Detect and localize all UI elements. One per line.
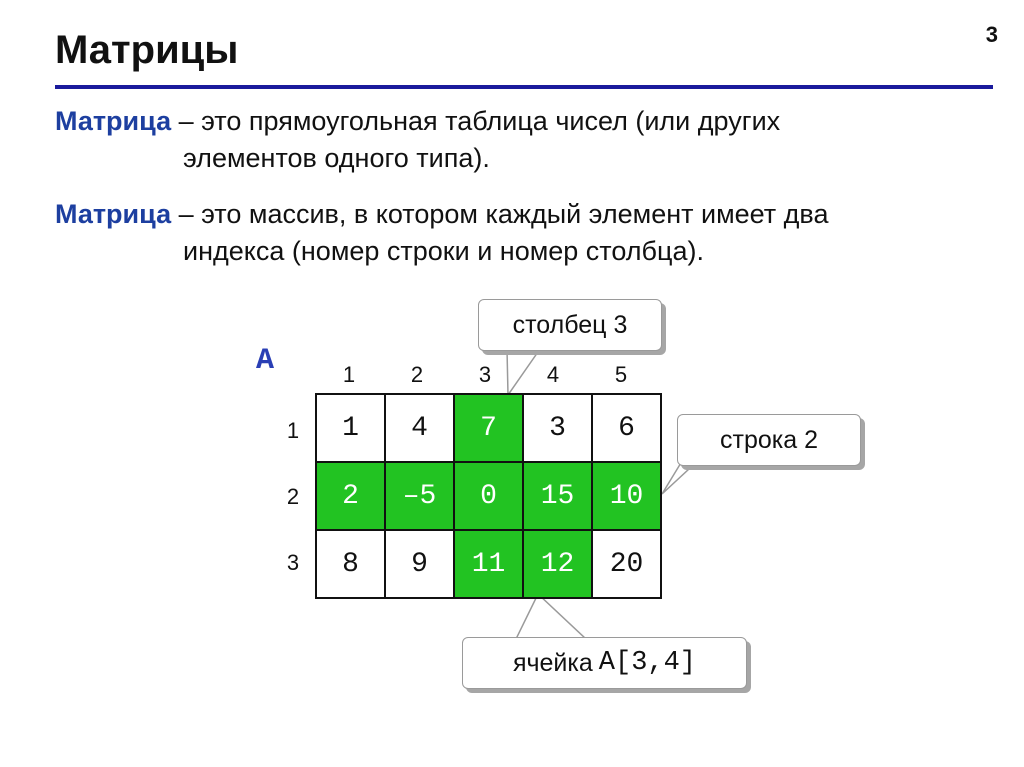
cell-callout-pointer	[516, 594, 586, 639]
row-index: 1	[286, 418, 300, 443]
column-index: 4	[546, 362, 560, 387]
row-callout	[677, 414, 861, 466]
matrix-cell: 6	[592, 394, 661, 462]
column-index: 1	[342, 362, 356, 387]
matrix-cell: 4	[385, 394, 454, 462]
matrix-row	[316, 462, 661, 530]
cell-callout	[462, 637, 747, 689]
page-number: 3	[985, 22, 998, 47]
cell-callout-ref: A[3,4]	[598, 648, 697, 678]
definition-text: – это прямоугольная таблица чисел (или других	[171, 106, 781, 136]
slide-title: Матрицы	[55, 28, 239, 72]
matrix-cell-highlighted: 11	[454, 530, 523, 598]
cell-callout-label: ячейка	[512, 648, 593, 677]
matrix-cell-highlighted: 7	[454, 394, 523, 462]
matrix-cell-highlighted: 2	[316, 462, 385, 530]
matrix-row	[316, 394, 661, 462]
column-callout-pointer	[507, 349, 540, 395]
row-index: 3	[286, 550, 300, 575]
column-index: 5	[614, 362, 628, 387]
matrix-cell: 3	[523, 394, 592, 462]
matrix-cell: 20	[592, 530, 661, 598]
matrix-cell-highlighted: –5	[385, 462, 454, 530]
column-callout-label: столбец 3	[512, 310, 628, 339]
row-index: 2	[286, 484, 300, 509]
matrix-cell: 1	[316, 394, 385, 462]
matrix-cell: 8	[316, 530, 385, 598]
matrix-cell-highlighted: 0	[454, 462, 523, 530]
column-callout	[478, 299, 662, 351]
definition-term: Матрица	[55, 199, 172, 229]
definition-text: – это массив, в котором каждый элемент имеет два	[171, 199, 829, 229]
definition-text-cont: индекса (номер строки и номер столбца).	[183, 236, 704, 266]
matrix-cell-highlighted: 12	[523, 530, 592, 598]
matrix-row	[316, 530, 661, 598]
column-index: 2	[410, 362, 424, 387]
column-index: 3	[478, 362, 492, 387]
definition-term: Матрица	[55, 106, 172, 136]
definition-text-cont: элементов одного типа).	[183, 143, 490, 173]
matrix-cell-highlighted: 15	[523, 462, 592, 530]
row-callout-label: строка 2	[720, 425, 818, 454]
matrix-table	[315, 393, 662, 599]
matrix-cell-highlighted: 10	[592, 462, 661, 530]
matrix-cell: 9	[385, 530, 454, 598]
matrix-name: A	[256, 344, 275, 378]
